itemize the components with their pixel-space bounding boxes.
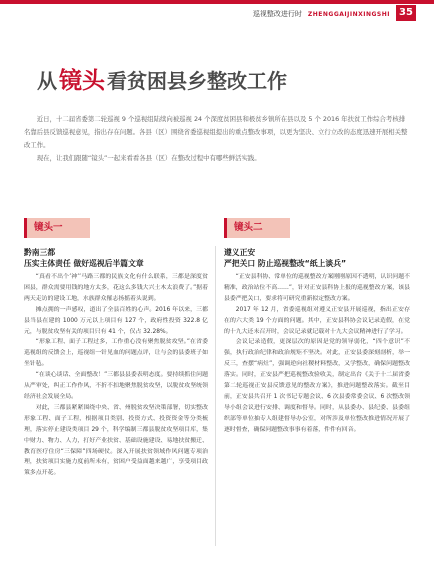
article-title [37, 62, 287, 95]
title-part-3: 看贫困县乡整改工作 [107, 69, 287, 93]
running-head [253, 9, 390, 19]
section-badge-left: 镜头一 [24, 218, 90, 238]
body-paragraph: 摊点拥的一声感叹，道出了全县百姓的心声。2016 年以来，三都县当县在建的 1000 万元以上项目有 127 个，政府性投资 322.8 亿元，与脱贫攻坚有关的项目只有 41 个，仅占 32.28%。 [24, 306, 208, 335]
body-paragraph: “在谈心谈话、全面整改！”三都县县委表明态度。要持续抓住问题从严审处，纠正工作作风，不折不扣地聚焦脱贫攻坚，以脱贫攻坚统领经济社会发展全局。 [24, 372, 208, 400]
intro-paragraph: 近日，十二届省委第二轮巡视 9 个巡视组陆续向被巡视 24 个深度贫困县和极贫乡镇所在县以及 5 个 2016 年扶贫工作综合考核排名靠后县反馈巡视意见，指出存在问题。各县（区）围绕省委巡视组提出的重点整改事项，以更为坚决、立行立改的态度迅速开展相关整改工作。 [24, 115, 408, 149]
body-paragraph: 会议记录造假，更深层次的原因是党的领导弱化，“四个意识”不强，执行政治纪律和政治规矩不坚决。对此，正安县委深刻剖析，举一反三，查摆“病灶”，强调逆向社稷材料整改，又学整改，确保问题整改落实。同时，正安县严把巡视整改验收关，制定出台《关于十二届省委第二轮巡视正安县反馈意见的整改方案》，推进问题整改落实。截至目前，正安县共召开 1 次书记专题会议、6 次县委常委会议、6 次整改领导小组会议进行安排、调度和督导。同时，从县委办、县纪委、县委组织部等单位抽专人组建督导办公室，对所涉及单位整改推进情况开展了逐时督查，确保问题整改事事有着落，件件有回音。 [224, 339, 410, 433]
column-name: 巡视整改进行时 [252, 10, 302, 18]
column-divider [215, 246, 216, 546]
section-heading-left [24, 247, 208, 269]
section-heading-right [224, 247, 410, 269]
intro-paragraph: 现在，让我们跟随“镜头”一起来看看各县（区）在整改过程中有哪些鲜活实践。 [36, 154, 261, 162]
body-paragraph: 2017 年 12 月，省委巡视组对遵义正安县开展巡视，指出正安存在的六大类 19 个方面的问题。其中，正安县科协会议记录造假，在党的十九大还未召开时，会议记录就记载对十九大会议精神进行了学习。 [224, 306, 410, 335]
heading-line: 黔南三都 [24, 248, 56, 257]
body-column-left [24, 272, 208, 479]
body-paragraph: “形象工程、面子工程过多，工作重心没有聚焦脱贫攻坚。”在省委巡视组的反馈会上，巡视组一针见血的问题点评，让与会的县委班子如坐针毡。 [24, 339, 208, 368]
body-paragraph: “正安县科协、常单位的巡视整改方案刚刚原因不透明，认识问题不精准，政治站位不高……”，针对正安县科协上报的巡视整改方案，该县县委严把关口，要求将可研究重新拟定整改方案。 [224, 274, 410, 302]
body-paragraph: 对此，三都县紧紧围绕中央、省、州脱贫攻坚决策部署，切实整改形象工程、面子工程，根据项目类别、投资方式、投资资金等分类梳理，落实停止建设类项目 29 个，科学编制三都县脱贫攻坚项目库，集中财力、物力、人力，打好产业扶贫、基础设施建设、易地扶贫搬迁、教育医疗住房“三保障”四场硬仗。深入开展扶贫领域作风问题专项治理，扶贫项目实施力度前所未有，贫困户受益面越来越广，享受项目政策多点开花。 [24, 404, 208, 477]
header-rule [0, 0, 434, 4]
column-pinyin: ZHENGGAIJINXINGSHI [307, 10, 390, 18]
body-column-right [224, 272, 410, 436]
heading-line: 压实主体责任 做好巡视后半篇文章 [24, 259, 144, 268]
section-badge-right: 镜头二 [224, 218, 290, 238]
page-number: 35 [396, 5, 416, 21]
heading-line: 遵义正安 [224, 248, 256, 257]
heading-line: 严把关口 防止巡视整改“纸上谈兵” [224, 259, 347, 268]
title-part-1: 从 [37, 69, 57, 93]
title-highlight: 镜头 [59, 67, 105, 94]
body-paragraph: “真看不出个’神’’马路三都的民族文化有什么联系，三都是深度贫困县，群众需要用钱的地方太多，花这么多钱大兴土木太浪费了。”据着两天走访的建设工地，水族群众罹志扬摇着头说到。 [24, 274, 208, 302]
intro [24, 113, 410, 165]
